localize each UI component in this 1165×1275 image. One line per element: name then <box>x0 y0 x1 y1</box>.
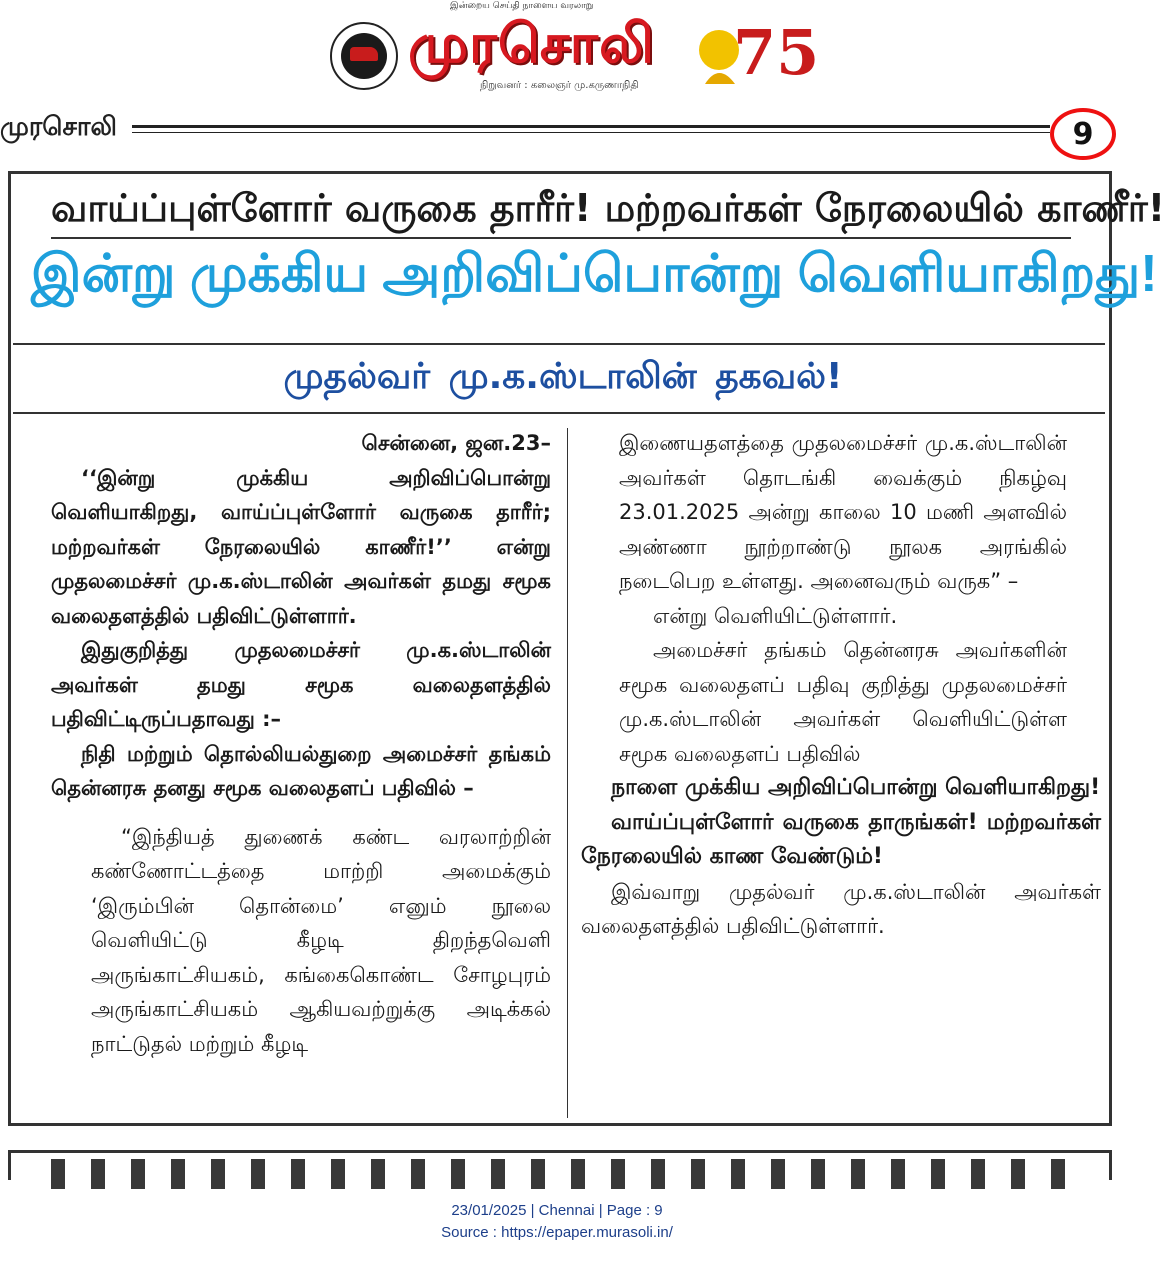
bull-emblem-icon <box>341 33 387 79</box>
highlight-paragraph: நாளை முக்கிய அறிவிப்பொன்று வெளியாகிறது! <box>611 775 1101 800</box>
article-column-right <box>581 426 1101 944</box>
dateline: சென்னை, ஜன.23– <box>361 431 551 455</box>
article-column-left <box>51 426 551 1061</box>
masthead-title: முரசொலி <box>408 14 655 74</box>
anniversary-number: 75 <box>733 16 820 89</box>
quoted-paragraph: இணையதளத்தை முதலமைச்சர் மு.க.ஸ்டாலின் அவர்கள் தொடங்கி வைக்கும் நிகழ்வு 23.01.2025 அன்று காலை 10 மணி அளவில் அண்ணா நூற்றாண்டு நூலக அரங்கில் நடைபெற உள்ளது. அனைவரும் வருக” – <box>619 431 1067 593</box>
kicker-rule <box>51 237 1071 239</box>
header-rule-thin <box>132 132 1050 133</box>
headline-kicker: வாய்ப்புள்ளோர் வருகை தாரீர்! மற்றவர்கள் நேரலையில் காணீர்! <box>51 186 1165 230</box>
footer-source-line[interactable]: Source : https://epaper.murasoli.in/ <box>441 1224 673 1241</box>
headline-sub: முதல்வர் மு.க.ஸ்டாலின் தகவல்! <box>283 356 843 397</box>
anniversary-75-logo <box>695 4 820 96</box>
column-divider <box>567 428 568 1118</box>
paragraph: ‘‘இன்று முக்கிய அறிவிப்பொன்று வெளியாகிறது, வாய்ப்புள்ளோர் வருகை தாரீர்; மற்றவர்கள் நேரலையில் காணீர்!’’ என்று முதலமைச்சர் மு.க.ஸ்டாலின் அவர்கள் தமது சமூக வலைதளத்தில் பதிவிட்டுள்ளார். <box>51 465 551 628</box>
highlight-paragraph: வாய்ப்புள்ளோர் வருகை தாருங்கள்! மற்றவர்கள் நேரலையில் காண வேண்டும்! <box>581 809 1101 869</box>
news-article <box>8 171 1165 1126</box>
paragraph: இவ்வாறு முதல்வர் மு.க.ஸ்டாலின் அவர்கள் வலைதளத்தில் பதிவிட்டுள்ளார். <box>581 879 1101 938</box>
masthead-tagline: இன்றைய செய்தி நாளைய வரலாறு <box>450 1 594 11</box>
subhead-rule <box>13 412 1105 414</box>
masthead <box>330 0 820 100</box>
quoted-paragraph: “இந்தியத் துணைக் கண்ட வரலாற்றின் கண்ணோட்டத்தை மாற்றி அமைக்கும் ‘இரும்பின் தொன்மை’ எனும் நூலை வெளியிட்டு கீழடி திறந்தவெளி அருங்காட்சியகம், கங்கைகொண்ட சோழபுரம் அருங்காட்சியகம் ஆகியவற்றுக்கு அடிக்கல் நாட்டுதல் மற்றும் கீழடி <box>91 824 551 1056</box>
page-number-badge: 9 <box>1050 108 1116 160</box>
footer-date-line: 23/01/2025 | Chennai | Page : 9 <box>451 1202 663 1219</box>
headline-rule <box>13 343 1105 345</box>
paragraph: அமைச்சர் தங்கம் தென்னரசு அவர்களின் சமூக வலைதளப் பதிவு குறித்து முதலமைச்சர் மு.க.ஸ்டாலின் அவர்கள் வெளியிட்டுள்ள சமூக வலைதளப் பதிவில் <box>619 638 1067 766</box>
paragraph: நிதி மற்றும் தொல்லியல்துறை அமைச்சர் தங்கம் தென்னரசு தனது சமூக வலைதளப் பதிவில் – <box>51 741 551 800</box>
paragraph: என்று வெளியிட்டுள்ளார். <box>653 603 898 628</box>
section-name: முரசொலி <box>0 112 117 142</box>
next-article-cutoff <box>8 1150 1112 1180</box>
party-seal-logo <box>330 22 398 90</box>
headline-main: இன்று முக்கிய அறிவிப்பொன்று வெளியாகிறது! <box>31 245 1158 303</box>
masthead-founder: நிறுவனர் : கலைஞர் மு.கருணாநிதி <box>480 80 639 91</box>
page-footer <box>0 1200 1114 1244</box>
paragraph: இதுகுறித்து முதலமைச்சர் மு.க.ஸ்டாலின் அவர்கள் தமது சமூக வலைதளத்தில் பதிவிட்டிருப்பதாவது :– <box>51 638 551 731</box>
cutoff-headline <box>51 1159 1091 1189</box>
header-rule <box>132 125 1050 128</box>
page-header <box>0 108 1114 158</box>
